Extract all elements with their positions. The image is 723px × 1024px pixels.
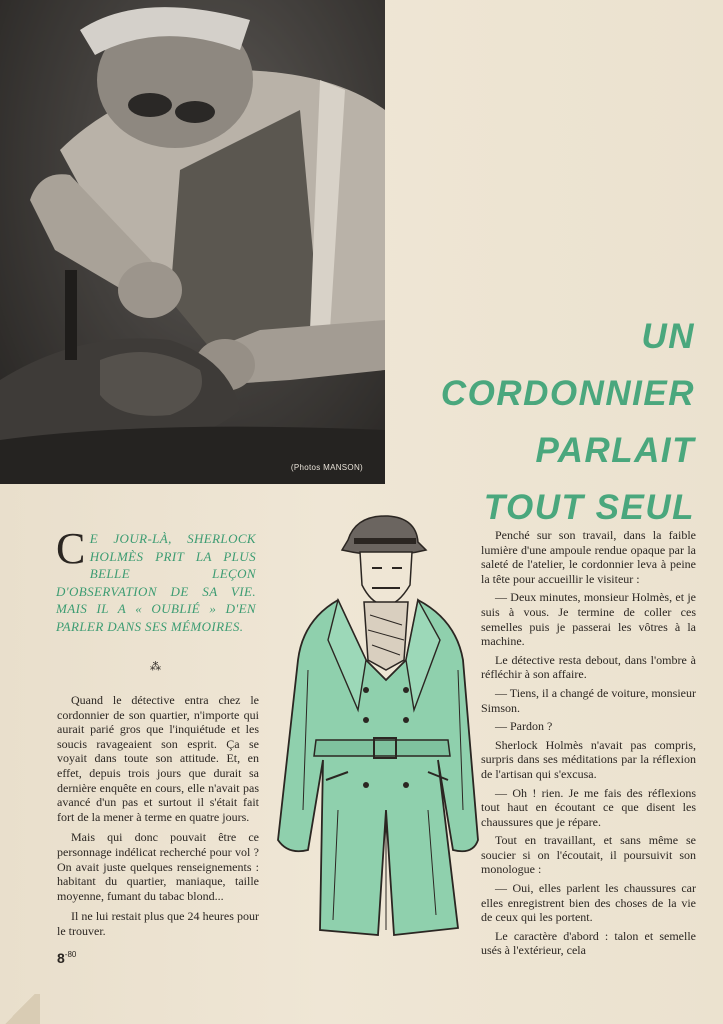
paragraph: — Deux minutes, monsieur Holmès, et je suis à vous. Je termine de coller ces semelles puis je passerai les vôtres à la machine.: [481, 590, 696, 649]
page-number-main: 8: [57, 950, 65, 966]
cobbler-photo-drawing: [0, 0, 385, 484]
paragraph: Il ne lui restait plus que 24 heures pour le trouver.: [57, 909, 259, 938]
paragraph: — Pardon ?: [495, 719, 553, 734]
paragraph: — Tiens, il a changé de voiture, monsieur Simson.: [481, 685, 696, 715]
drop-cap: C: [56, 524, 86, 573]
page-fold-corner: [0, 994, 40, 1024]
title-line: CORDONNIER: [440, 374, 695, 413]
paragraph: Quand le détective entra chez le cordonnier de son quartier, n'importe qui aurait parié gros que l'inquiétude et les soucis ravageaient son esprit. Ça se voyait dans toute son attitude. Et, en effet, depuis trois jours que durait sa dernière enquête en cours, elle n'avait pas avancé d'un pas et surtout il s'était fait fort de la mener à terme en quatre jours.: [57, 693, 259, 824]
paragraph: Mais qui donc pouvait être ce personnage indélicat recherché pour vol ? On avait juste quelques renseignements : habitant du quartier, maniaque, taille moyenne, fumant du tabac blond...: [57, 830, 259, 903]
paragraph: Sherlock Holmès n'avait pas compris, surpris dans ses méditations par la réflexion de l'artisan qui s'excusa.: [481, 737, 696, 781]
paragraph: Penché sur son travail, dans la faible lumière d'une ampoule rendue opaque par la saleté de l'atelier, le cordonnier leva à peine la tête pour accueillir le visiteur :: [481, 528, 696, 586]
article-title: [395, 308, 695, 536]
title-line: TOUT SEUL: [483, 488, 695, 527]
cobbler-photo: [0, 0, 385, 484]
paragraph: Le détective resta debout, dans l'ombre à réfléchir à son affaire.: [481, 652, 696, 682]
detective-illustration: [268, 510, 483, 945]
paragraph: — Oui, elles parlent les chaussures car elles enregistrent bien des choses de la vie de ceux qui les portent.: [481, 881, 696, 925]
paragraph: — Oh ! rien. Je me fais des réflexions tout haut en écoutant ce que disent les chaussures que je répare.: [481, 785, 696, 829]
article-intro: [56, 524, 256, 635]
page-number: [57, 950, 76, 966]
title-line: PARLAIT: [535, 431, 695, 470]
title-line: UN: [641, 317, 695, 356]
ornament-icon: ⁂: [150, 661, 161, 673]
paragraph: Tout en travaillant, et sans même se soucier si on l'écoutait, il poursuivit son monologue :: [481, 833, 696, 877]
detective-drawing: [268, 510, 483, 940]
photo-credit: (Photos MANSON): [290, 463, 363, 472]
body-column-left: [57, 693, 259, 945]
paragraph: Le caractère d'abord : talon et semelle usés à l'extérieur, cela: [481, 928, 696, 958]
intro-text: E JOUR-LÀ, SHERLOCK HOLMÈS PRIT LA PLUS BELLE LEÇON D'OBSERVATION DE SA VIE. MAIS IL A « OUBLIÉ » D'EN PARLER DANS SES MÉMOIRES.: [56, 531, 256, 634]
page-number-sub: -80: [64, 950, 77, 959]
body-column-right: [481, 528, 696, 962]
